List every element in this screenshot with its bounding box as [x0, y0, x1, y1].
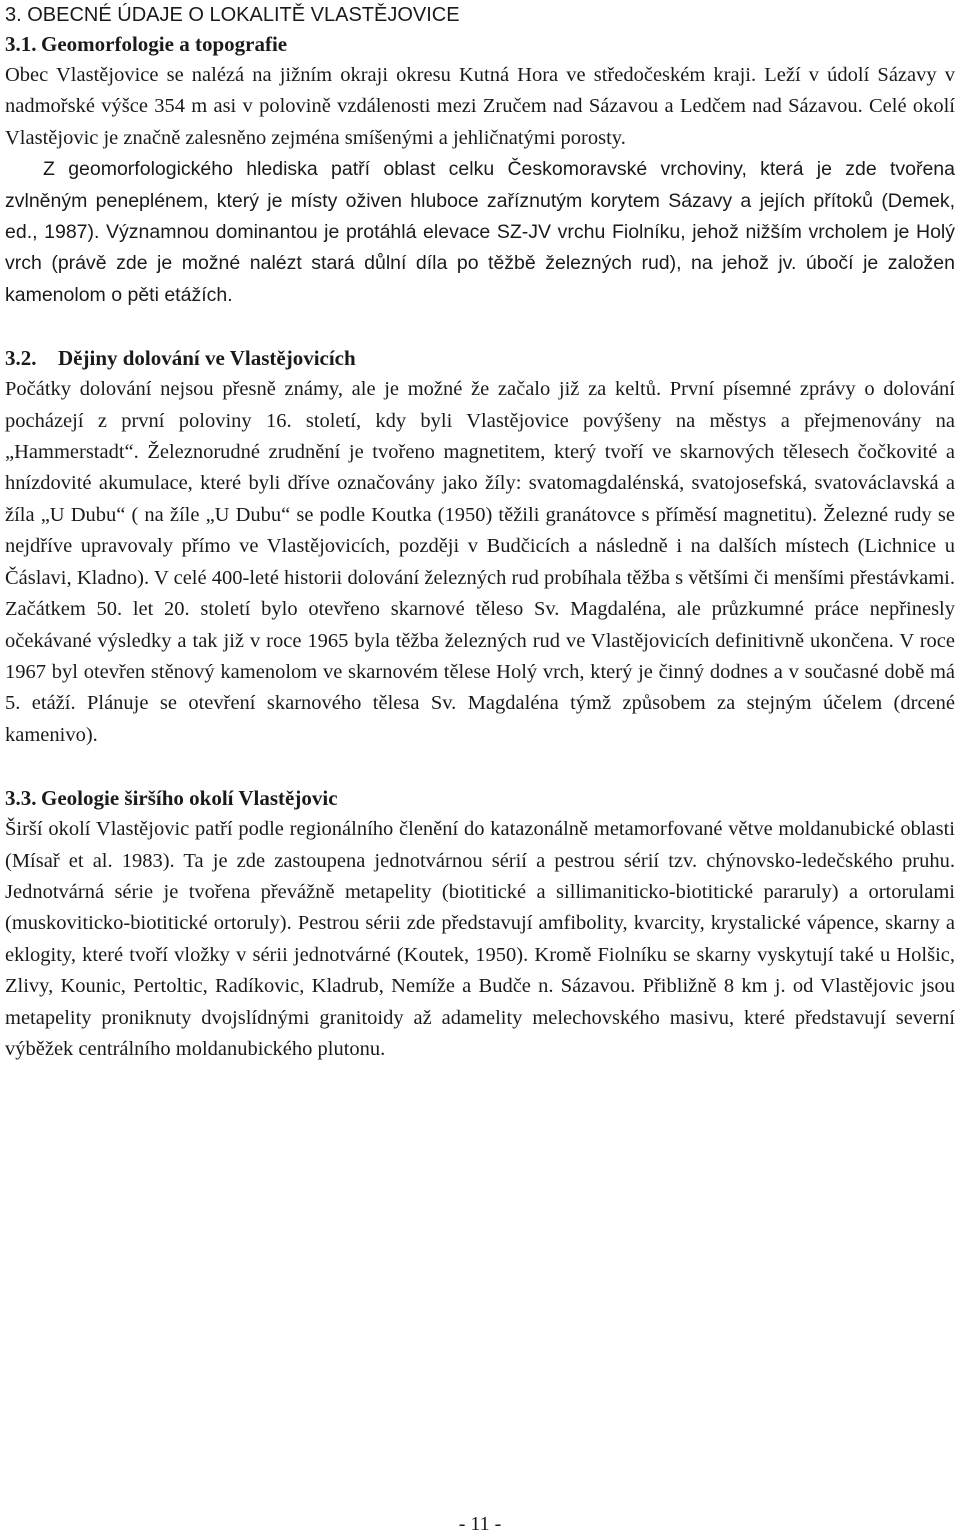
section-number: 3.1.: [5, 32, 37, 56]
section-number: 3.2.: [5, 346, 37, 371]
section-title: Geologie širšího okolí Vlastějovic: [41, 786, 338, 811]
chapter-heading: 3. OBECNÉ ÚDAJE O LOKALITĚ VLASTĚJOVICE: [5, 4, 460, 26]
page-footer: [0, 1511, 960, 1537]
spacer: [5, 311, 955, 342]
section-heading-geomorphology: [5, 28, 955, 60]
paragraph-geomorphology: Z geomorfologického hlediska patří oblast celku Českomoravské vrchoviny, která je zde tvořena zvlněným peneplénem, který je místy oživen hluboce zaříznutým korytem Sázavy a jejích přítoků (Demek, ed., 1987). Významnou dominantou je protáhlá elevace SZ-JV vrchu Fiolníku, jehož nižším vrcholem je Holý vrch (právě zde je možné nalézt stará důlní díla po těžbě železných rud), na jehož jv. úbočí je založen kamenolom o pěti etážích.: [5, 158, 955, 306]
section-number: 3.3.: [5, 786, 37, 811]
paragraph-mining-history: Počátky dolování nejsou přesně známy, ale je možné že začalo již za keltů. První písemné zprávy o dolování pocházejí z první poloviny 16. století, kdy byli Vlastějovice povýšeny na městys a přejmenovány na „Hammerstadt“. Železnorudné zrudnění je tvořeno magnetitem, který tvoří ve skarnových tělesech čočkovité a hnízdovité akumulace, které byli dříve označovány jako žíly: svatomagdalénská, svatojosefská, svatováclavská a žíla „U Dubu“ ( na žíle „U Dubu“ se podle Koutka (1950) těžili granátovce s příměsí magnetitu). Železné rudy se nejdříve upravovaly přímo ve Vlastějovicích, později v Budčicích a následně i na dalších místech (Lichnice u Čáslavi, Kladno). V celé 400-leté historii dolování železných rud probíhala těžba s většími či menšími přestávkami. Začátkem 50. let 20. století bylo otevřeno skarnové těleso Sv. Magdaléna, ale průzkumné práce nepřinesly očekávané výsledky a tak již v roce 1965 byla těžba železných rud ve Vlastějovicích definitivně ukončena. V roce 1967 byl otevřen stěnový kamenolom ve skarnovém tělese Holý vrch, který je činný dodnes a v současné době má 5. etáží. Plánuje se otevření skarnového tělesa Sv. Magdaléna týmž způsobem za stejným účelem (drcené kamenivo).: [5, 378, 955, 746]
section-heading-geology: [5, 782, 955, 814]
page-number: - 11 -: [458, 1513, 502, 1535]
section-title: Geomorfologie a topografie: [41, 32, 288, 56]
paragraph-location: Obec Vlastějovice se nalézá na jižním okraji okresu Kutná Hora ve středočeském kraji. Leží v údolí Sázavy v nadmořské výšce 354 m asi v polovině vzdálenosti mezi Zručem nad Sázavou a Ledčem nad Sázavou. Celé okolí Vlastějovic je značně zalesněno zejména smíšenými a jehličnatými porosty.: [5, 64, 955, 149]
spacer: [5, 751, 955, 782]
section-heading-mining-history: [5, 342, 955, 374]
document-page: [5, 0, 955, 1065]
section-title: Dějiny dolování ve Vlastějovicích: [58, 346, 356, 371]
paragraph-geology: Širší okolí Vlastějovic patří podle regionálního členění do katazonálně metamorfované větve moldanubické oblasti (Mísař et al. 1983). Ta je zde zastoupena jednotvárnou sérií a pestrou sérií tzv. chýnovsko-ledečského pruhu. Jednotvárná série je tvořena převážně metapelity (biotitické a sillimaniticko-biotitické pararuly) a ortorulami (muskoviticko-biotitické ortoruly). Pestrou sérii zde představují amfibolity, kvarcity, krystalické vápence, skarny a eklogity, které tvoří vložky v sérii jednotvárné (Koutek, 1950). Kromě Fiolníku se skarny vyskytují také u Holšic, Zlivy, Kounic, Pertoltic, Radíkovic, Kladrub, Nemíže a Budče n. Sázavou. Přibližně 8 km j. od Vlastějovic jsou metapelity proniknuty dvojslídnými granitoidy až adamelity melechovského masivu, které představují severní výběžek centrálního moldanubického plutonu.: [5, 818, 955, 1060]
